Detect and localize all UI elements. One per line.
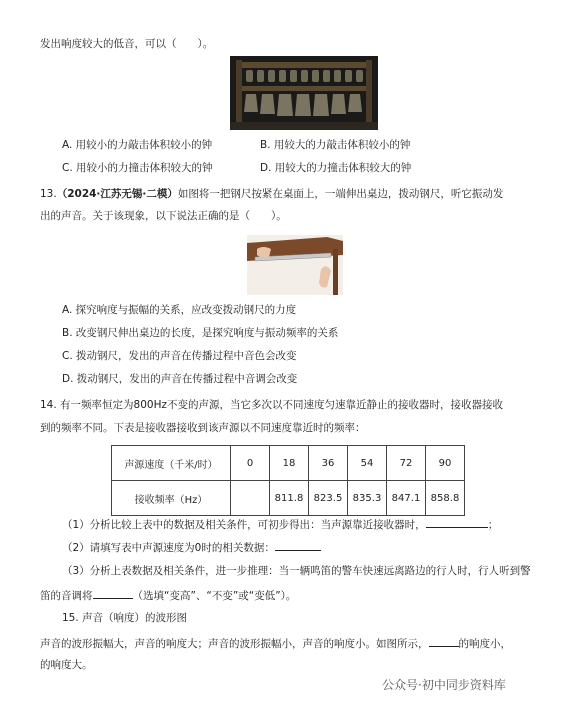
bianzhong-bells-image [230,56,378,130]
q13-source: （2024·江苏无锡·二模） [56,188,178,200]
q15-title: 15. 声音（响度）的波形图 [62,612,188,624]
q14-stem-line2: 到的频率不同。下表是接收器接收到该声源以不同速度靠近时的频率： [40,422,366,434]
q14-sub1-end: ； [487,519,499,531]
q15-blank-1[interactable] [429,635,459,647]
q14-sub1 [62,516,498,532]
q13-option-b: B. 改变钢尺伸出桌边的长度，是探究响度与振动频率的关系 [62,327,339,339]
q14-sub2 [62,539,321,555]
q15-text-line2: 的响度大。 [40,659,93,671]
q15-text1-end: 的响度小， [458,638,511,650]
watermark: 公众号·初中同步资料库 [382,678,506,692]
q13-option-a: A. 探究响度与振幅的关系，应改变拨动钢尺的力度 [62,304,297,316]
table-cell: 847.1 [387,481,426,516]
table-cell: 18 [270,446,309,481]
q14-sub2-blank[interactable] [275,539,321,551]
q13-stem-line2: 出的声音。关于该现象，以下说法正确的是（ ）。 [40,210,287,222]
q12-option-b: B. 用较大的力敲击体积较小的钟 [260,139,411,151]
table-cell-blank [231,481,270,516]
table-cell: 54 [348,446,387,481]
table-cell: 823.5 [309,481,348,516]
q14-sub3-end: （选填“变高”、“不变”或“变低”）。 [132,590,297,602]
q14-stem-line1: 14. 有一频率恒定为800Hz不变的声源，当它多次以不同速度匀速靠近静止的接收器时，接收器接收 [40,399,503,411]
q14-sub1-blank[interactable] [426,516,488,528]
q13-text1: 如图将一把钢尺按紧在桌面上，一端伸出桌边，拨动钢尺，听它振动发 [177,188,504,200]
frequency-table [111,445,465,516]
table-cell: 0 [231,446,270,481]
table-header-speed: 声源速度（千米/时） [112,446,231,481]
q14-sub2-text: （2）请填写表中声源速度为0时的相关数据： [62,542,275,554]
table-cell: 90 [426,446,465,481]
q14-sub1-text: （1）分析比较上表中的数据及相关条件，可初步得出：当声源靠近接收器时， [62,519,426,531]
table-cell: 858.8 [426,481,465,516]
table-row [112,481,465,516]
table-cell: 36 [309,446,348,481]
q13-number: 13. [40,188,57,200]
q13-stem-line1 [40,187,503,201]
q14-sub3-text: 笛的音调将 [40,590,93,602]
q12-option-c: C. 用较小的力撞击体积较大的钟 [62,162,213,174]
q12-option-a: A. 用较小的力敲击体积较小的钟 [62,139,213,151]
q12-stem-tail: 发出响度较大的低音，可以（ ）。 [40,38,214,50]
table-cell: 835.3 [348,481,387,516]
q12-option-d: D. 用较大的力撞击体积较大的钟 [260,162,412,174]
q14-sub3-line1: （3）分析上表数据及相关条件，进一步推理：当一辆鸣笛的警车快速远离路边的行人时，行人听到警 [62,565,531,577]
q14-sub3-line2 [40,587,296,603]
table-cell: 811.8 [270,481,309,516]
steel-ruler-image [247,235,343,295]
q15-text1: 声音的波形振幅大，声音的响度大；声音的波形振幅小，声音的响度小。如图所示， [40,638,429,650]
q14-sub3-blank[interactable] [93,587,133,599]
table-row [112,446,465,481]
q15-text-line1 [40,635,511,651]
table-header-frequency: 接收频率（Hz） [112,481,231,516]
q13-option-d: D. 拨动钢尺，发出的声音在传播过程中音调会改变 [62,373,298,385]
q13-option-c: C. 拨动钢尺，发出的声音在传播过程中音色会改变 [62,350,297,362]
table-cell: 72 [387,446,426,481]
